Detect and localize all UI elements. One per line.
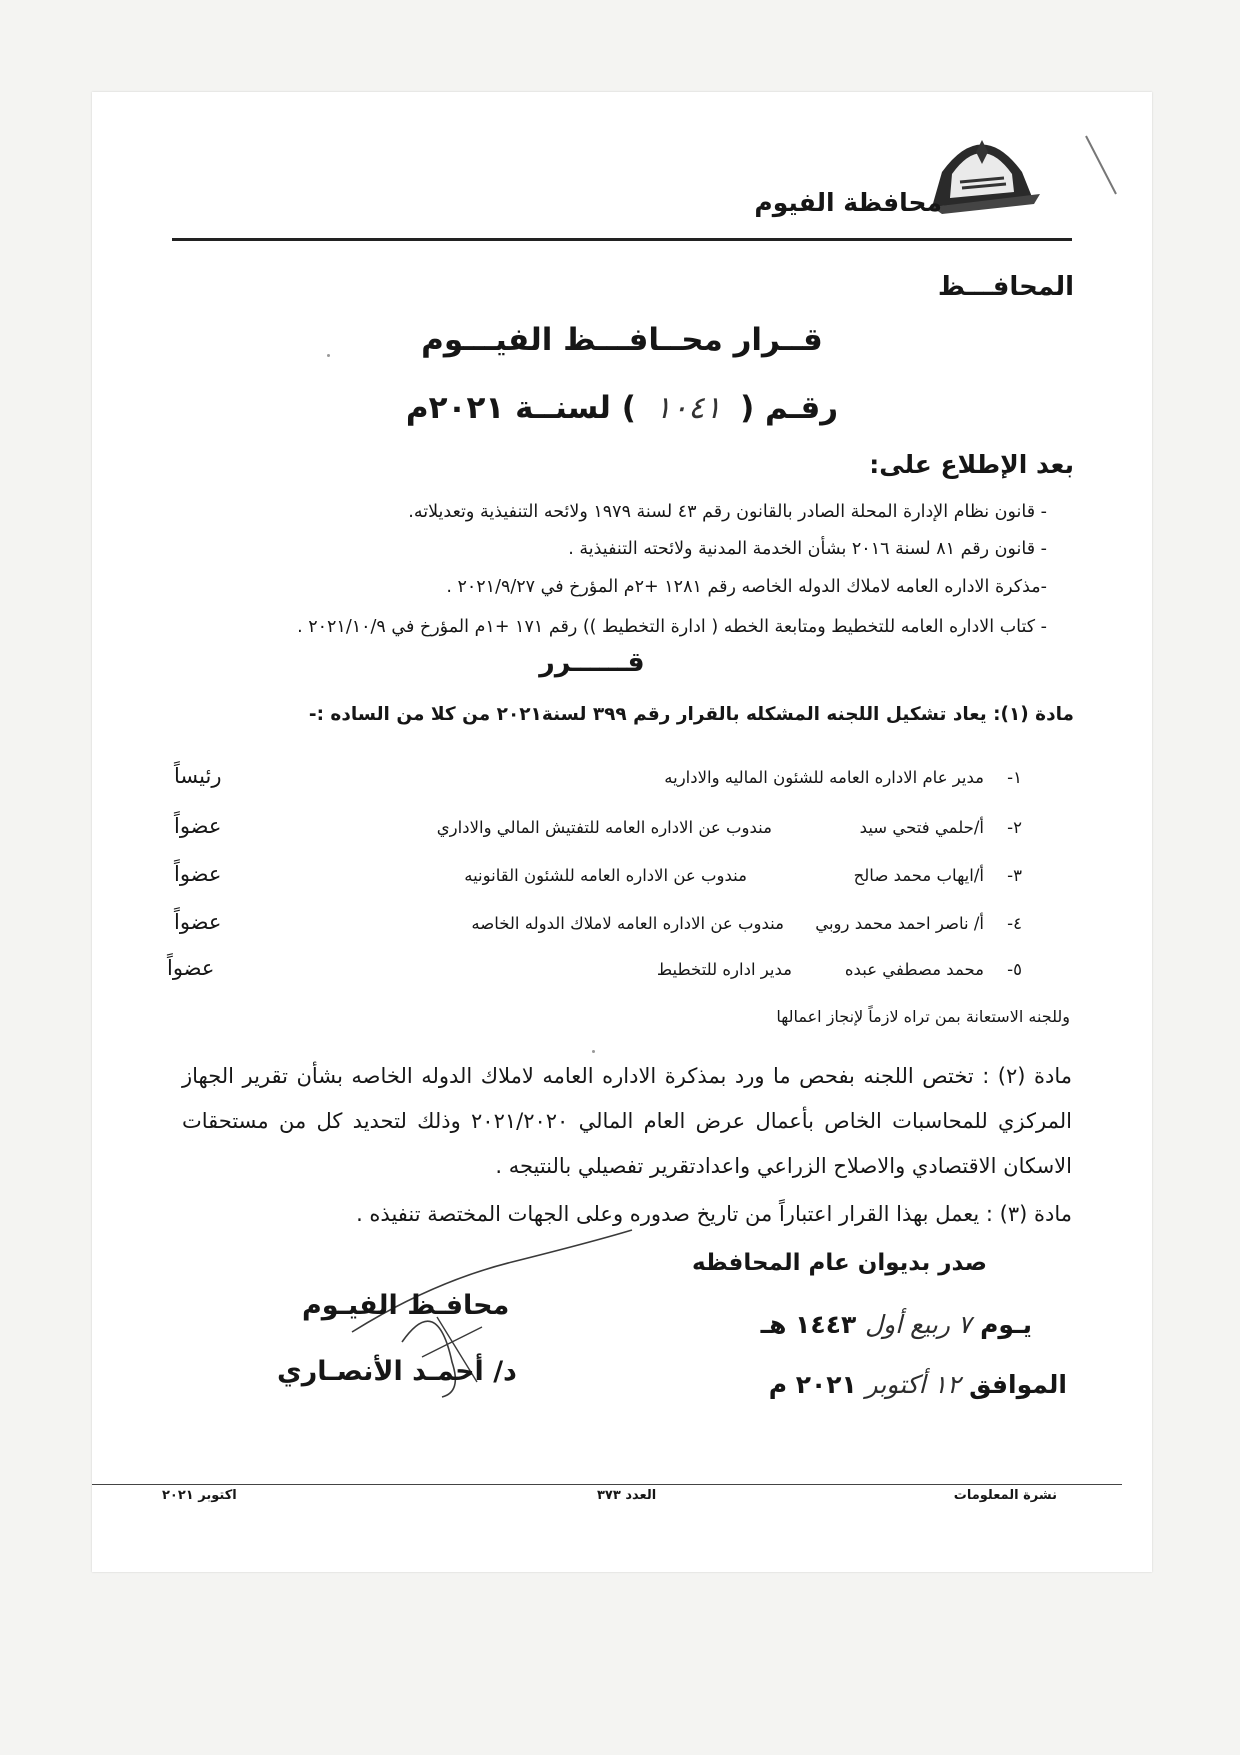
- member-status: عضواً: [167, 956, 215, 980]
- reference-line: -مذكرة الاداره العامه لاملاك الدوله الخاصه رقم ١٢٨١ +٢م المؤرخ في ٢٠٢١/٩/٢٧ .: [446, 577, 1047, 597]
- scan-speck: [327, 354, 330, 357]
- member-role: مندوب عن الاداره العامه للشئون القانونيه: [464, 866, 747, 885]
- member-row: [122, 862, 1022, 896]
- article-1-text: مادة (١): يعاد تشكيل اللجنه المشكله بالقرار رقم ٣٩٩ لسنة٢٠٢١ من كلا من الساده :-: [308, 704, 1074, 725]
- member-row: [122, 814, 1022, 848]
- footer-issue: العدد ٣٧٣: [597, 1488, 657, 1503]
- document-page: [92, 92, 1152, 1572]
- scan-speck: [592, 1050, 595, 1053]
- decision-heading: قــــــرر: [539, 647, 645, 678]
- member-status: عضواً: [174, 814, 222, 838]
- footer-date: اكتوبر ٢٠٢١: [162, 1488, 237, 1503]
- footer-divider: [92, 1484, 1122, 1485]
- article-3-text: مادة (٣) : يعمل بهذا القرار اعتباراً من تاريخ صدوره وعلى الجهات المختصة تنفيذه .: [356, 1202, 1072, 1226]
- member-number: ٢-: [1007, 818, 1022, 837]
- header-divider: [172, 238, 1072, 241]
- member-row: [122, 910, 1022, 944]
- preamble-heading: بعد الإطلاع على:: [869, 450, 1074, 479]
- member-status: عضواً: [174, 910, 222, 934]
- reference-line: - قانون نظام الإدارة المحلة الصادر بالقانون رقم ٤٣ لسنة ١٩٧٩ ولائحه التنفيذية وتعديلاته.: [408, 502, 1047, 522]
- member-name: أ/ ناصر احمد محمد روبي: [815, 914, 984, 933]
- member-number: ١-: [1007, 768, 1022, 787]
- gregorian-suffix: ٢٠٢١ م: [768, 1370, 857, 1399]
- member-name: مدير عام الاداره العامه للشئون الماليه والاداريه: [664, 768, 984, 787]
- member-name: أ/ايهاب محمد صالح: [853, 866, 984, 885]
- signatory-name: د/ أحمـد الأنصـاري: [277, 1356, 517, 1387]
- member-name: محمد مصطفي عبده: [844, 960, 984, 979]
- signatory-title: محافـظ الفيـوم: [302, 1290, 510, 1321]
- hijri-handwritten: ٧ ربيع أول: [864, 1310, 972, 1339]
- hijri-date: [761, 1310, 1032, 1339]
- gregorian-prefix: الموافق: [969, 1370, 1067, 1399]
- member-row: [122, 956, 1022, 990]
- hijri-suffix: ١٤٤٣ هـ: [760, 1310, 857, 1339]
- governorate-name: محافظة الفيوم: [754, 188, 942, 217]
- reference-line: - كتاب الاداره العامه للتخطيط ومتابعة الخطه ( ادارة التخطيط )) رقم ١٧١ +١م المؤرخ في ٢٠٢١/١٠/٩ .: [297, 617, 1047, 637]
- hijri-prefix: يـوم: [980, 1310, 1032, 1339]
- article-2-text: مادة (٢) : تختص اللجنه بفحص ما ورد بمذكرة الاداره العامه لاملاك الدوله الخاصه بشأن تقرير الجهاز المركزي للمحاسبات الخاص بأعمال عرض العام المالي ٢٠٢١/٢٠٢٠ وذلك لتحديد كل من مستحقات الاسكان الاقتصادي والاصلاح الزراعي واعدادتقرير تفصيلي بالنتيجه .: [182, 1064, 1072, 1178]
- member-number: ٥-: [1007, 960, 1022, 979]
- member-name: أ/حلمي فتحي سيد: [859, 818, 984, 837]
- decree-number-prefix: رقـم (: [740, 390, 839, 426]
- office-label: المحافـــظ: [937, 272, 1074, 302]
- gregorian-date: [769, 1370, 1067, 1399]
- decree-title: قــرار محــافـــظ الفيـــوم: [421, 322, 823, 358]
- decree-number-handwritten: ١٠٤١: [654, 390, 722, 426]
- decree-number: [92, 390, 1152, 426]
- footer-publication: نشرة المعلومات: [953, 1488, 1057, 1503]
- member-status: عضواً: [174, 862, 222, 886]
- member-number: ٤-: [1007, 914, 1022, 933]
- reference-line: - قانون رقم ٨١ لسنة ٢٠١٦ بشأن الخدمة المدنية ولائحته التنفيذية .: [568, 539, 1047, 559]
- committee-note: وللجنه الاستعانة بمن تراه لازماً لإنجاز اعمالها: [776, 1007, 1070, 1026]
- gregorian-handwritten: ١٢ أكتوبر: [865, 1370, 961, 1399]
- member-role: مدير اداره للتخطيط: [656, 960, 792, 979]
- member-number: ٣-: [1007, 866, 1022, 885]
- member-status: رئيساً: [174, 764, 222, 788]
- member-role: مندوب عن الاداره العامه لاملاك الدوله الخاصه: [471, 914, 784, 933]
- pen-stroke-mark: [1082, 132, 1122, 202]
- member-role: مندوب عن الاداره العامه للتفتيش المالي والاداري: [436, 818, 772, 837]
- member-row: [122, 764, 1022, 798]
- decree-number-suffix: ) لسنــة ٢٠٢١م: [405, 390, 636, 426]
- issued-at: صدر بديوان عام المحافظه: [691, 1250, 987, 1276]
